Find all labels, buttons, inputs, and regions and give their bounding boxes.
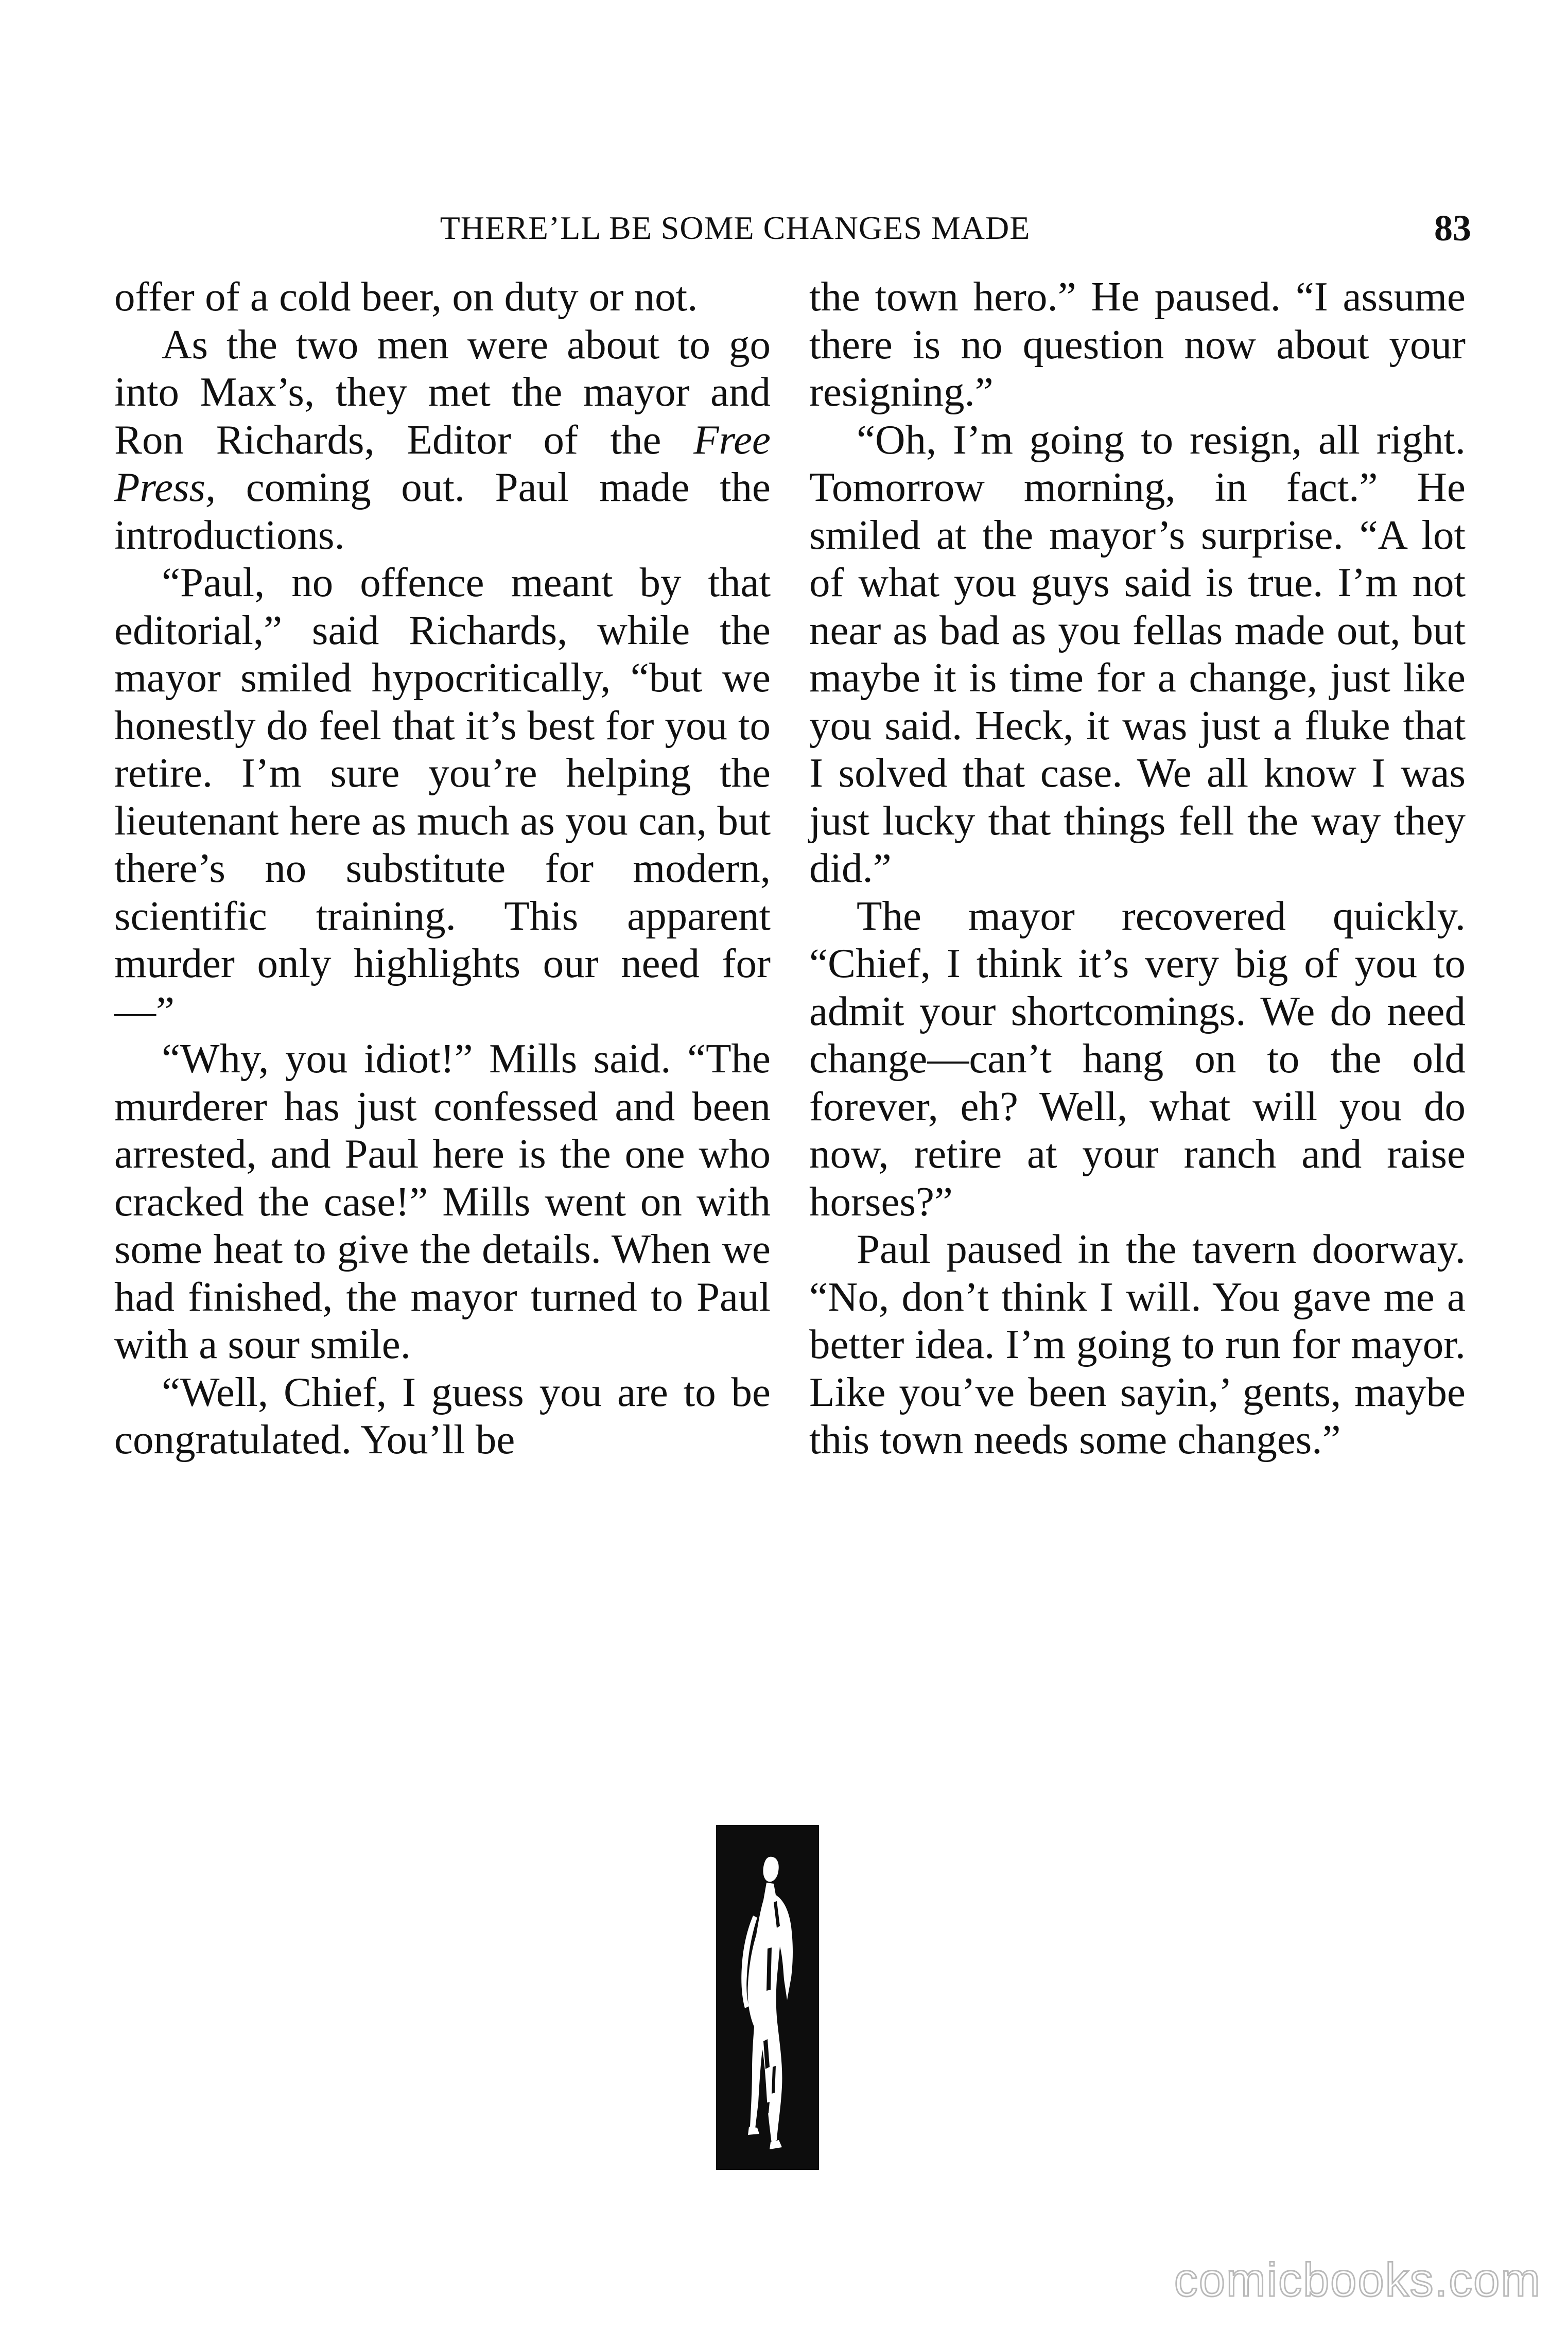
illustration-svg	[716, 1825, 819, 2170]
page-number: 83	[1434, 207, 1471, 249]
standing-figure-silhouette-icon	[716, 1825, 819, 2170]
paragraph: “Why, you idiot!” Mills said. “The murderer has just confessed and been arrested, and Paul here is the one who cracked the case!” Mills went on with some heat to give the details. When we had finished, the mayor turned to Paul with a sour smile.	[114, 1035, 771, 1367]
running-head	[117, 205, 1471, 251]
paragraph-text: As the two men were about to go into Max’s, they met the mayor and Ron Richards, Editor of the	[114, 321, 771, 463]
paragraph: “Paul, no offence meant by that editorial,” said Richards, while the mayor smiled hypocritically, “but we honestly do feel that it’s best for you to retire. I’m sure you’re helping the lieutenant here as much as you can, but there’s no substitute for modern, scientific training. This apparent murder only highlights our need for—”	[114, 559, 771, 1034]
paragraph	[114, 321, 771, 559]
newspaper-name: Free Press,	[114, 416, 771, 510]
paragraph: the town hero.” He paused. “I assume there is no question now about your resigning.”	[809, 273, 1466, 415]
watermark: comicbooks.com	[1174, 2254, 1541, 2306]
paragraph: offer of a cold beer, on duty or not.	[114, 273, 698, 320]
paragraph: The mayor recovered quickly. “Chief, I think it’s very big of you to admit your shortcomings. We do need change—can’t hang on to the old forever, eh? Well, what will you do now, retire at your ranch and raise horses?”	[809, 892, 1466, 1225]
right-text-column	[809, 273, 1466, 1464]
paragraph-text: coming out. Paul made the introductions.	[114, 464, 771, 558]
paragraph: “Well, Chief, I guess you are to be congratulated. You’ll be	[114, 1368, 771, 1463]
left-text-column	[114, 273, 771, 1464]
paragraph: Paul paused in the tavern doorway. “No, don’t think I will. You gave me a better idea. I’m going to run for mayor. Like you’ve been sayin,’ gents, maybe this town needs some changes.”	[809, 1226, 1466, 1463]
paragraph: “Oh, I’m going to resign, all right. Tomorrow morning, in fact.” He smiled at the mayor’s surprise. “A lot of what you guys said is true. I’m not near as bad as you fellas made out, but maybe it is time for a change, just like you said. Heck, it was just a fluke that I solved that case. We all know I was just lucky that things fell the way they did.”	[809, 416, 1466, 891]
running-title: THERE’LL BE SOME CHANGES MADE	[440, 210, 1031, 246]
